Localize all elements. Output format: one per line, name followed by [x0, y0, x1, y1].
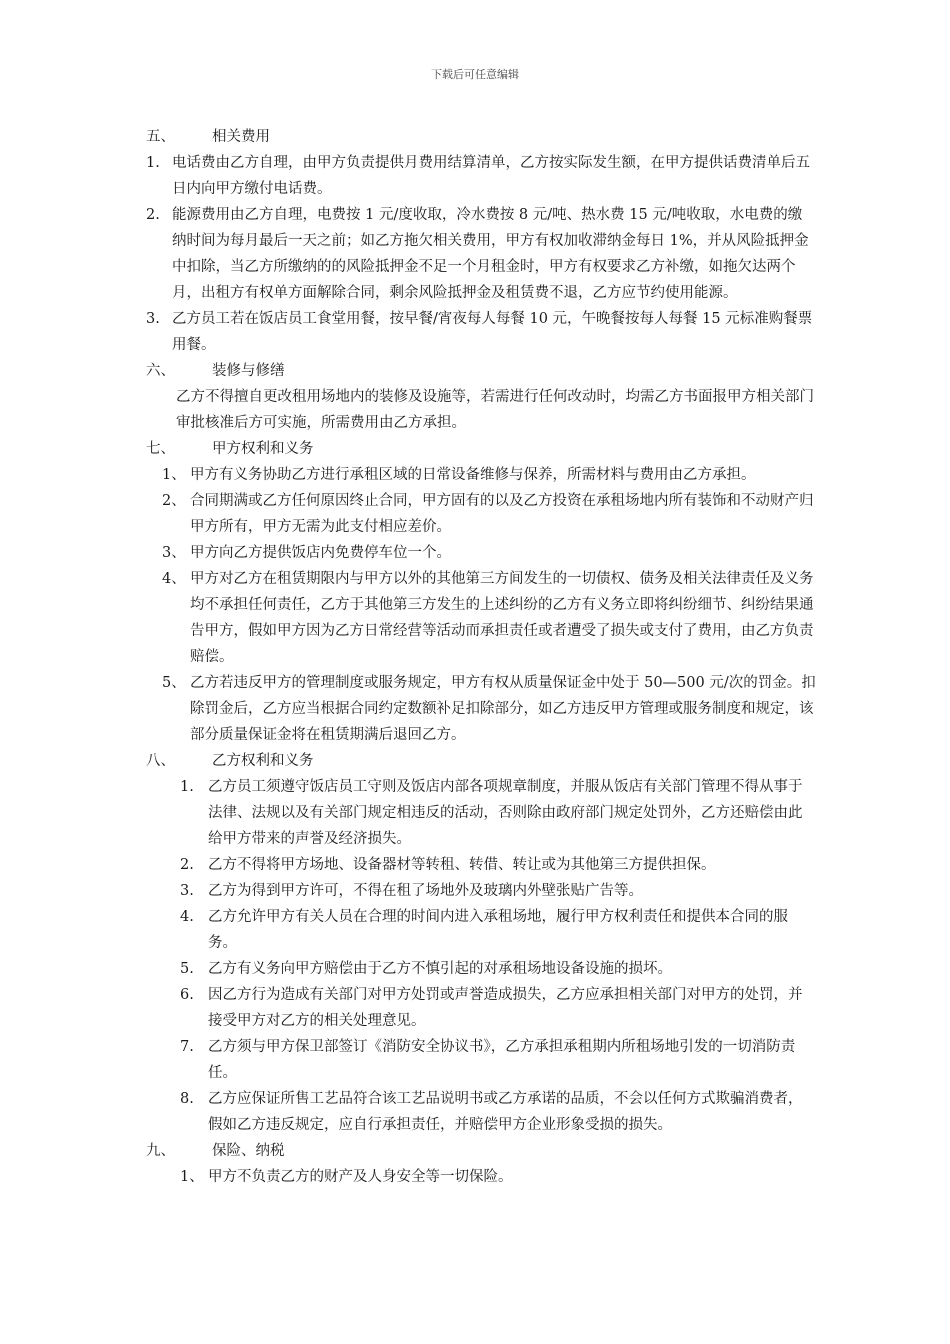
section-number: 八、 [146, 753, 175, 769]
list-item [146, 1086, 816, 1138]
item-text: 乙方员工须遵守饭店员工守则及饭店内部各项规章制度，并服从饭店有关部门管理不得从事于法律、法规以及有关部门规定相违反的活动，否则除由政府部门规定处罚外，乙方还赔偿由此给甲方带来的声誉及经济损失。 [208, 779, 803, 847]
list-item [146, 904, 816, 956]
section-heading-fees [146, 124, 816, 150]
item-text: 甲方不负责乙方的财产及人身安全等一切保险。 [208, 1169, 513, 1185]
list-item [146, 566, 816, 670]
item-number: 5、 [162, 675, 186, 691]
item-text: 乙方若违反甲方的管理制度或服务规定，甲方有权从质量保证金中处于 50—500 元/次的罚金。扣除罚金后，乙方应当根据合同约定数额补足扣除部分，如乙方违反甲方管理或服务制度和规定，该部分质量保证金将在租赁期满后退回乙方。 [190, 675, 816, 743]
item-text: 甲方向乙方提供饭店内免费停车位一个。 [190, 545, 451, 561]
section-title: 甲方权利和义务 [212, 441, 314, 457]
section-title: 乙方权利和义务 [212, 753, 314, 769]
item-number: 4、 [162, 571, 186, 587]
item-text: 乙方为得到甲方许可，不得在租了场地外及玻璃内外壁张贴广告等。 [208, 883, 643, 899]
section-number: 五、 [146, 129, 175, 145]
item-number: 2. [146, 207, 160, 223]
list-item [146, 540, 816, 566]
item-text: 甲方有义务协助乙方进行承租区域的日常设备维修与保养，所需材料与费用由乙方承担。 [190, 467, 756, 483]
list-item [146, 202, 816, 306]
list-item [146, 462, 816, 488]
list-item [146, 1164, 816, 1190]
section-number: 六、 [146, 363, 175, 379]
item-text: 乙方应保证所售工艺品符合该工艺品说明书或乙方承诺的品质，不会以任何方式欺骗消费者，假如乙方违反规定，应自行承担责任，并赔偿甲方企业形象受损的损失。 [208, 1091, 803, 1133]
list-item [146, 982, 816, 1034]
section-title: 装修与修缮 [212, 363, 285, 379]
item-text: 合同期满或乙方任何原因终止合同，甲方固有的以及乙方投资在承租场地内所有装饰和不动财产归甲方所有，甲方无需为此支付相应差价。 [190, 493, 814, 535]
item-number: 8. [180, 1091, 194, 1107]
item-number: 3. [180, 883, 194, 899]
item-number: 2、 [162, 493, 186, 509]
list-item [146, 956, 816, 982]
section-paragraph: 乙方不得擅自更改租用场地内的装修及设施等，若需进行任何改动时，均需乙方书面报甲方相关部门审批核准后方可实施，所需费用由乙方承担。 [176, 389, 814, 431]
item-text: 乙方不得将甲方场地、设备器材等转租、转借、转让或为其他第三方提供担保。 [208, 857, 716, 873]
item-number: 3、 [162, 545, 186, 561]
contract-body [146, 124, 816, 1190]
item-number: 5. [180, 961, 194, 977]
item-number: 1、 [162, 467, 186, 483]
item-number: 3. [146, 311, 160, 327]
item-text: 乙方有义务向甲方赔偿由于乙方不慎引起的对承租场地设备设施的损坏。 [208, 961, 672, 977]
section-number: 七、 [146, 441, 175, 457]
item-number: 6. [180, 987, 194, 1003]
item-text: 甲方对乙方在租赁期限内与甲方以外的其他第三方间发生的一切债权、债务及相关法律责任及义务均不承担任何责任，乙方于其他第三方发生的上述纠纷的乙方有义务立即将纠纷细节、纠纷结果通告甲方，假如甲方因为乙方日常经营等活动而承担责任或者遭受了损失或支付了费用，由乙方负责赔偿。 [190, 571, 814, 665]
item-text: 乙方允许甲方有关人员在合理的时间内进入承租场地，履行甲方权利责任和提供本合同的服务。 [208, 909, 788, 951]
list-item [146, 488, 816, 540]
item-number: 2. [180, 857, 194, 873]
list-item [146, 852, 816, 878]
section-heading-renovation [146, 358, 816, 384]
item-text: 因乙方行为造成有关部门对甲方处罚或声誉造成损失，乙方应承担相关部门对甲方的处罚，并接受甲方对乙方的相关处理意见。 [208, 987, 803, 1029]
list-item [146, 670, 816, 748]
item-number: 4. [180, 909, 194, 925]
item-number: 7. [180, 1039, 194, 1055]
section-heading-party-a-rights [146, 436, 816, 462]
list-item [146, 774, 816, 852]
section-heading-insurance-tax [146, 1138, 816, 1164]
header-note: 下载后可任意编辑 [431, 68, 519, 81]
item-text: 电话费由乙方自理，由甲方负责提供月费用结算清单，乙方按实际发生额，在甲方提供话费清单后五日内向甲方缴付电话费。 [172, 155, 810, 197]
section-heading-party-b-rights [146, 748, 816, 774]
list-item [146, 306, 816, 358]
section-title: 保险、纳税 [212, 1143, 285, 1159]
list-item [146, 1034, 816, 1086]
item-number: 1. [180, 779, 194, 795]
list-item [146, 878, 816, 904]
item-number: 1. [146, 155, 160, 171]
item-text: 乙方员工若在饭店员工食堂用餐，按早餐/宵夜每人每餐 10 元，午晚餐按每人每餐 15 元标准购餐票用餐。 [172, 311, 813, 353]
item-text: 能源费用由乙方自理，电费按 1 元/度收取，冷水费按 8 元/吨、热水费 15 元/吨收取，水电费的缴纳时间为每月最后一天之前；如乙方拖欠相关费用，甲方有权加收滞纳金每日 1%，并从风险抵押金中扣除，当乙方所缴纳的的风险抵押金不足一个月租金时，甲方有权要求乙方补缴，如拖欠达两个月，出租方有权单方面解除合同，剩余风险抵押金及租赁费不退，乙方应节约使用能源。 [172, 207, 809, 301]
list-item [146, 150, 816, 202]
section-title: 相关费用 [212, 129, 270, 145]
item-number: 1、 [180, 1169, 204, 1185]
item-text: 乙方须与甲方保卫部签订《消防安全协议书》，乙方承担承租期内所租场地引发的一切消防责任。 [208, 1039, 796, 1081]
section-number: 九、 [146, 1143, 175, 1159]
